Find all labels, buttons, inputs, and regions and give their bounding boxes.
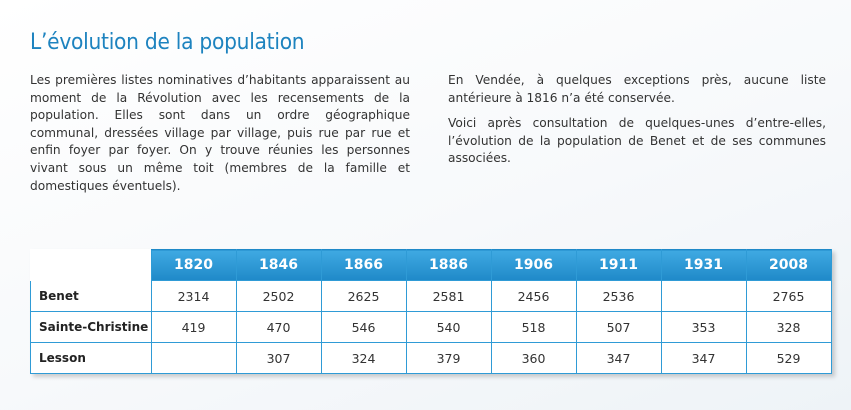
year-header: 1886: [406, 250, 491, 281]
table-cell: 2456: [491, 281, 576, 312]
left-column: [30, 72, 410, 203]
table-row-sainte-christine: [31, 312, 832, 343]
table-cell: 347: [661, 343, 746, 374]
table-cell: [151, 343, 236, 374]
table-cell: 324: [321, 343, 406, 374]
table-cell: 2502: [236, 281, 321, 312]
table-cell: 529: [746, 343, 831, 374]
table-row-benet: [31, 281, 832, 312]
table-cell: 2765: [746, 281, 831, 312]
row-label: Benet: [31, 281, 152, 312]
table-row-lesson: [31, 343, 832, 374]
year-header: 2008: [746, 250, 831, 281]
table-cell: 518: [491, 312, 576, 343]
table-cell: 328: [746, 312, 831, 343]
table-cell: 2314: [151, 281, 236, 312]
table-cell: 379: [406, 343, 491, 374]
table-cell: 2581: [406, 281, 491, 312]
year-header: 1911: [576, 250, 661, 281]
row-label: Lesson: [31, 343, 152, 374]
year-header: 1931: [661, 250, 746, 281]
left-paragraph: Les premières listes nominatives d’habitants apparaissent au moment de la Révolution avec les recensements de la population. Elles sont dans un ordre géographique communal, dressées village par village, puis rue par rue et enfin foyer par foyer. On y trouve réunies les personnes vivant sous un même toit (membres de la famille et domestiques éventuels).: [30, 73, 410, 193]
table-cell: 2536: [576, 281, 661, 312]
year-header: 1866: [321, 250, 406, 281]
table-cell: 353: [661, 312, 746, 343]
table-cell: [661, 281, 746, 312]
population-table: [30, 249, 832, 374]
table-header-row: [31, 250, 832, 281]
table-cell: 419: [151, 312, 236, 343]
table-cell: 540: [406, 312, 491, 343]
year-header: 1906: [491, 250, 576, 281]
year-header: 1820: [151, 250, 236, 281]
table-cell: 2625: [321, 281, 406, 312]
right-column: [448, 72, 826, 176]
table-cell: 360: [491, 343, 576, 374]
table-cell: 307: [236, 343, 321, 374]
table-cell: 546: [321, 312, 406, 343]
table-cell: 347: [576, 343, 661, 374]
table-corner-cell: [31, 250, 152, 281]
year-header: 1846: [236, 250, 321, 281]
right-paragraph-2: Voici après consultation de quelques-unes d’entre-elles, l’évolution de la population de Benet et de ses communes associées.: [448, 116, 826, 166]
table-cell: 470: [236, 312, 321, 343]
page-title: L’évolution de la population: [30, 30, 305, 55]
table-cell: 507: [576, 312, 661, 343]
right-paragraph-1: En Vendée, à quelques exceptions près, aucune liste antérieure à 1816 n’a été conservée.: [448, 73, 826, 105]
row-label: Sainte-Christine: [31, 312, 152, 343]
